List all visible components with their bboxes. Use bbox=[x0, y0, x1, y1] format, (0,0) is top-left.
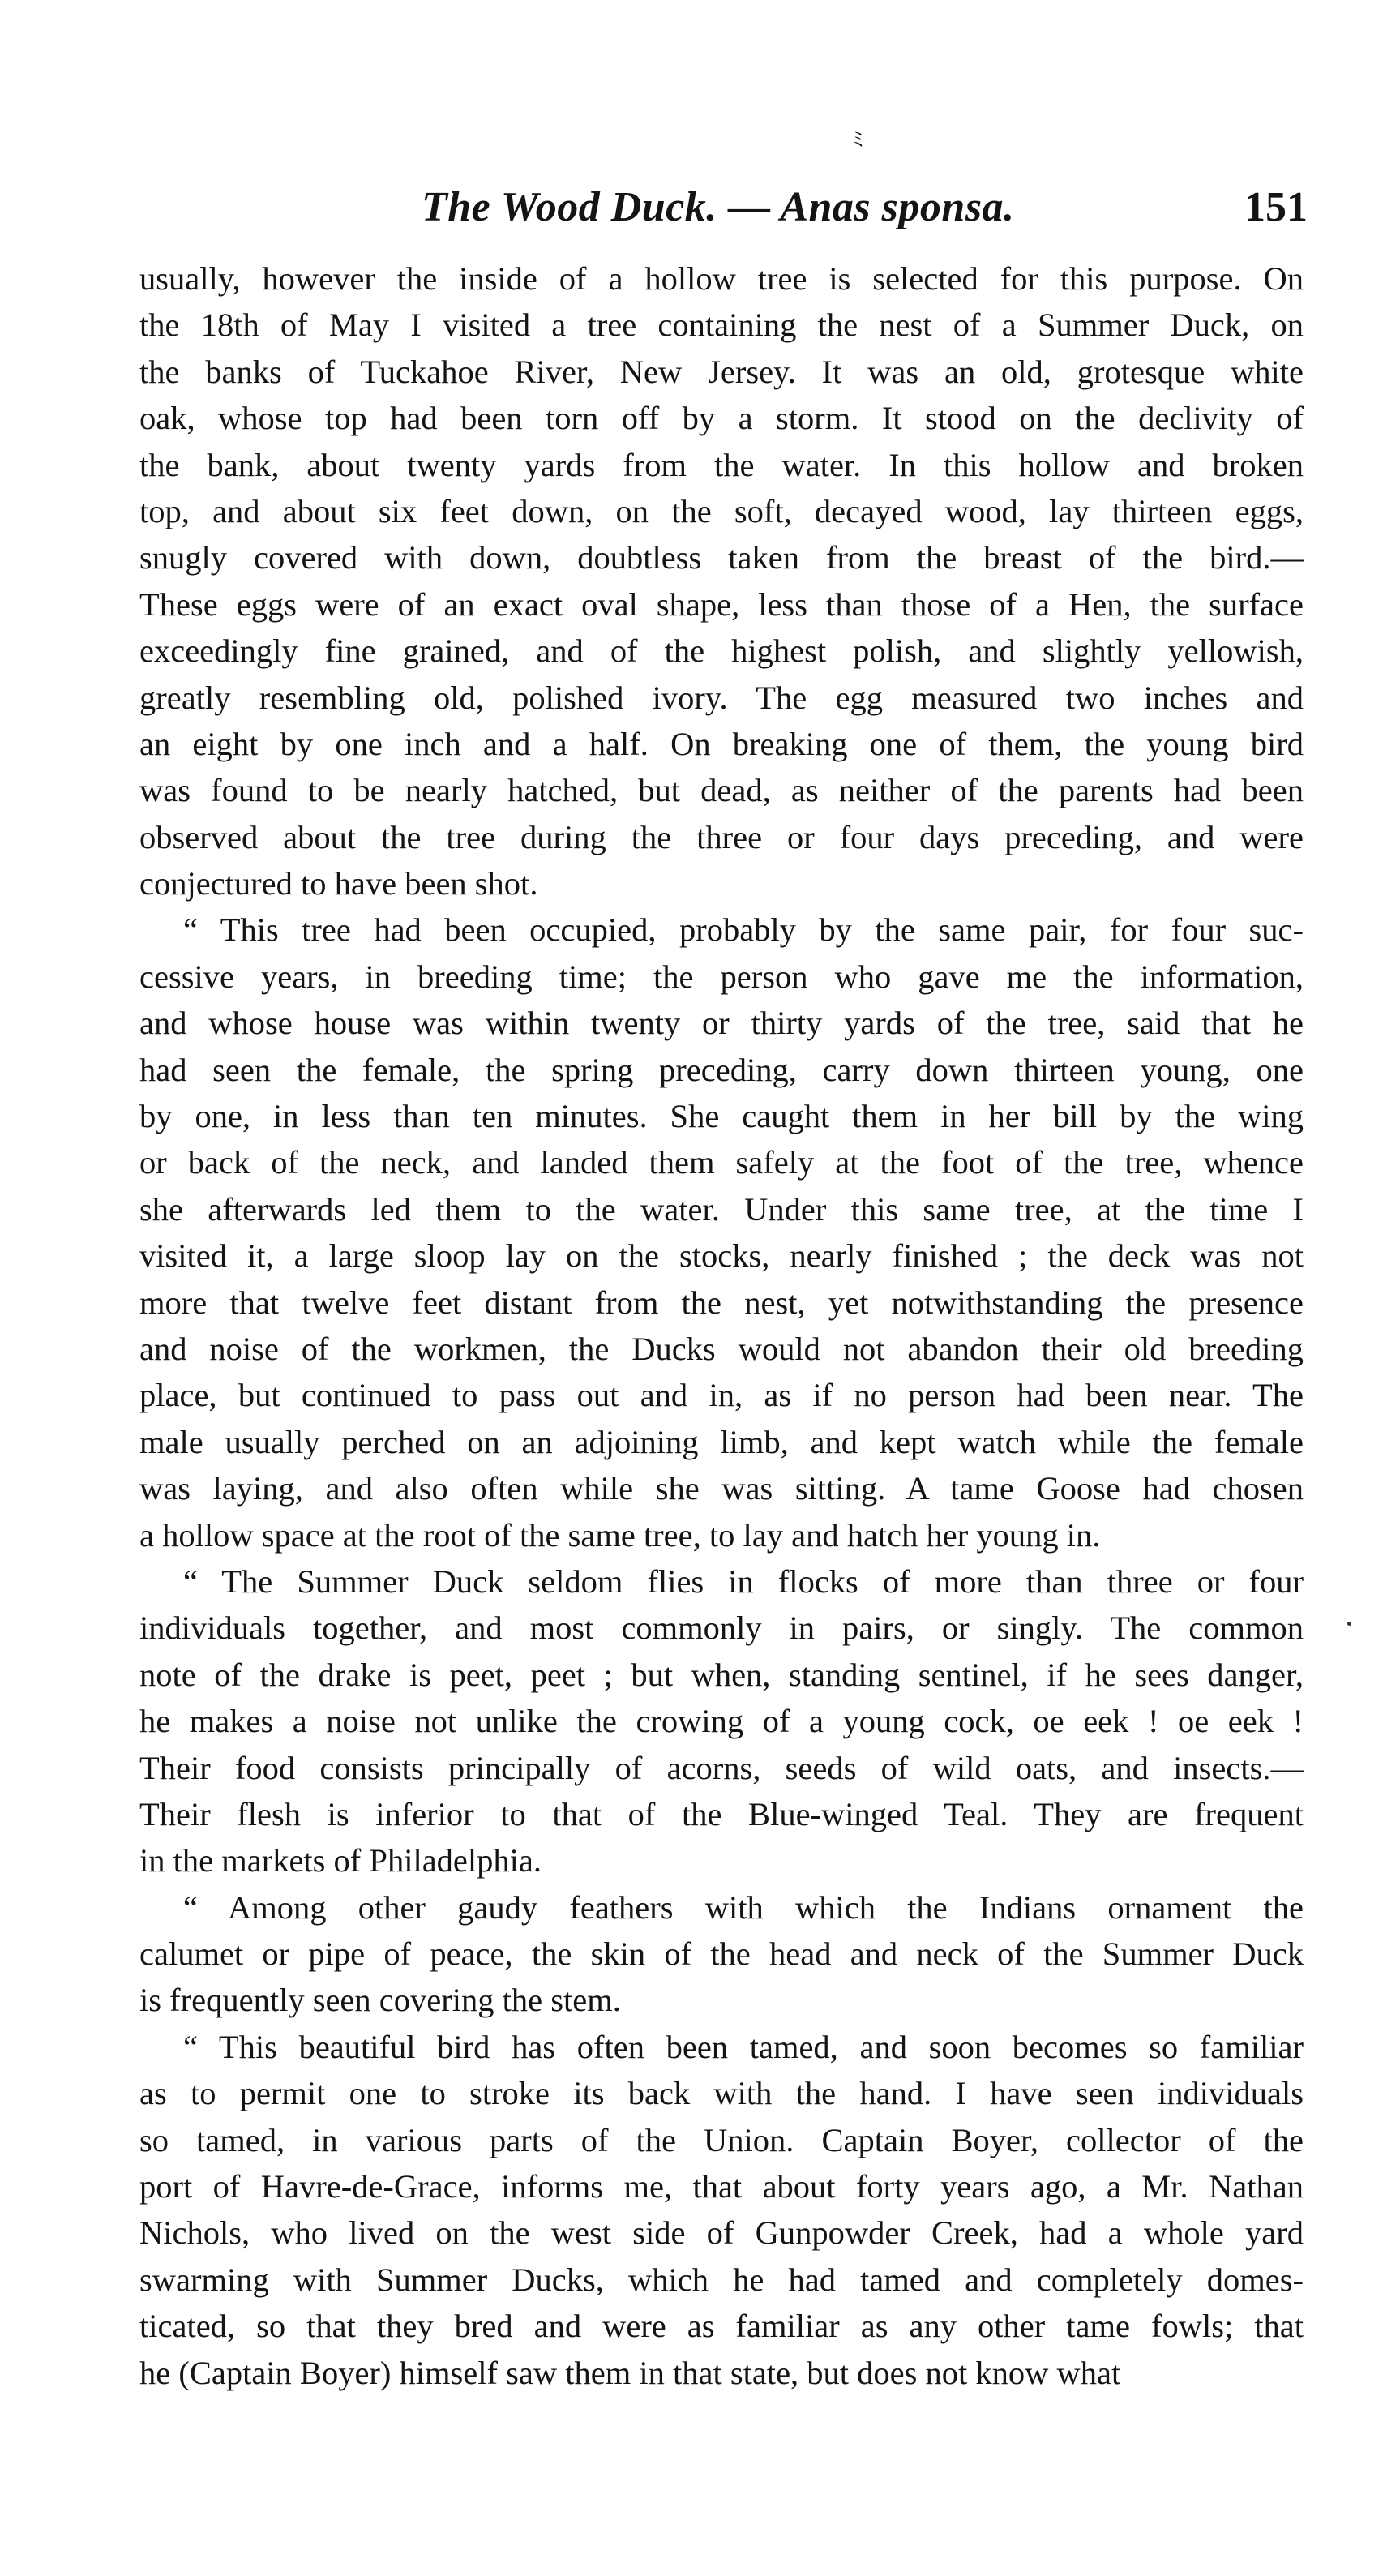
text-line: was found to be nearly hatched, but dead, as neither of the parents had been bbox=[139, 772, 1304, 809]
text-line: conjectured to have been shot. bbox=[139, 865, 538, 902]
text-line: exceedingly fine grained, and of the highest polish, and slightly yellowish, bbox=[139, 632, 1304, 670]
running-title: The Wood Duck. — Anas sponsa. bbox=[422, 184, 1015, 230]
text-line: is frequently seen covering the stem. bbox=[139, 1982, 621, 2019]
text-line: the 18th of May I visited a tree containing the nest of a Summer Duck, on bbox=[139, 306, 1304, 344]
ink-mark: ﾐ bbox=[853, 128, 864, 152]
text-line: or back of the neck, and landed them safely at the foot of the tree, whence bbox=[139, 1144, 1304, 1181]
text-line: he makes a noise not unlike the crowing of a young cock, oe eek ! oe eek ! bbox=[139, 1703, 1304, 1740]
text-line: Their flesh is inferior to that of the Blue-winged Teal. They are frequent bbox=[139, 1795, 1304, 1832]
text-line: note of the drake is peet, peet ; but when, standing sentinel, if he sees danger, bbox=[139, 1656, 1304, 1693]
text-line: and whose house was within twenty or thirty yards of the tree, said that he bbox=[139, 1005, 1304, 1042]
text-line: cessive years, in breeding time; the person who gave me the information, bbox=[139, 958, 1304, 995]
text-line: Their food consists principally of acorns, seeds of wild oats, and insects.— bbox=[139, 1749, 1304, 1786]
text-line: These eggs were of an exact oval shape, less than those of a Hen, the surface bbox=[139, 585, 1304, 623]
text-line: “ Among other gaudy feathers with which the Indians ornament the bbox=[183, 1888, 1304, 1926]
text-line: swarming with Summer Ducks, which he had tamed and completely domes- bbox=[139, 2261, 1304, 2298]
text-line: port of Havre-de-Grace, informs me, that about forty years ago, a Mr. Nathan bbox=[139, 2168, 1304, 2205]
text-line: was laying, and also often while she was sitting. A tame Goose had chosen bbox=[139, 1470, 1304, 1507]
text-line: the banks of Tuckahoe River, New Jersey. It was an old, grotesque white bbox=[139, 353, 1304, 390]
text-line: had seen the female, the spring preceding, carry down thirteen young, one bbox=[139, 1051, 1304, 1088]
text-line: observed about the tree during the three or four days preceding, and were bbox=[139, 818, 1304, 855]
text-line: ticated, so that they bred and were as familiar as any other tame fowls; that bbox=[139, 2308, 1304, 2345]
text-line: top, and about six feet down, on the soft, decayed wood, lay thirteen eggs, bbox=[139, 492, 1304, 529]
text-line: “ The Summer Duck seldom flies in flocks of more than three or four bbox=[183, 1562, 1304, 1600]
text-line: “ This tree had been occupied, probably by the same pair, for four suc- bbox=[183, 911, 1304, 949]
text-line: he (Captain Boyer) himself saw them in that state, but does not know what bbox=[139, 2354, 1121, 2391]
text-line: calumet or pipe of peace, the skin of the head and neck of the Summer Duck bbox=[139, 1935, 1304, 1973]
text-line: “ This beautiful bird has often been tamed, and soon becomes so familiar bbox=[183, 2028, 1304, 2065]
ink-speck bbox=[1347, 1622, 1351, 1626]
text-line: more that twelve feet distant from the nest, yet notwithstanding the presence bbox=[139, 1284, 1304, 1321]
text-line: snugly covered with down, doubtless taken from the breast of the bird.— bbox=[139, 539, 1304, 576]
text-line: in the markets of Philadelphia. bbox=[139, 1842, 542, 1879]
text-line: and noise of the workmen, the Ducks would not abandon their old breeding bbox=[139, 1330, 1304, 1367]
running-head bbox=[154, 183, 1308, 248]
text-line: Nichols, who lived on the west side of Gunpowder Creek, had a whole yard bbox=[139, 2214, 1304, 2252]
text-line: oak, whose top had been torn off by a storm. It stood on the declivity of bbox=[139, 400, 1304, 437]
text-line: an eight by one inch and a half. On breaking one of them, the young bird bbox=[139, 725, 1304, 762]
paragraph bbox=[139, 2024, 1304, 2396]
paragraph bbox=[139, 907, 1304, 1558]
text-line: male usually perched on an adjoining limb, and kept watch while the female bbox=[139, 1423, 1304, 1460]
text-line: place, but continued to pass out and in, as if no person had been near. The bbox=[139, 1377, 1304, 1414]
text-line: usually, however the inside of a hollow tree is selected for this purpose. On bbox=[139, 260, 1304, 297]
text-line: the bank, about twenty yards from the water. In this hollow and broken bbox=[139, 446, 1304, 483]
text-line: greatly resembling old, polished ivory. The egg measured two inches and bbox=[139, 679, 1304, 716]
text-line: she afterwards led them to the water. Under this same tree, at the time I bbox=[139, 1190, 1304, 1228]
paragraph bbox=[139, 1558, 1304, 1884]
text-line: individuals together, and most commonly in pairs, or singly. The common bbox=[139, 1609, 1304, 1647]
text-line: as to permit one to stroke its back with the hand. I have seen individuals bbox=[139, 2075, 1304, 2112]
page-number: 151 bbox=[1244, 184, 1308, 230]
paragraph bbox=[139, 1884, 1304, 2024]
text-line: visited it, a large sloop lay on the stocks, nearly finished ; the deck was not bbox=[139, 1237, 1304, 1275]
text-line: by one, in less than ten minutes. She caught them in her bill by the wing bbox=[139, 1098, 1304, 1135]
paragraph bbox=[139, 255, 1304, 907]
body-text bbox=[139, 255, 1304, 2396]
text-line: a hollow space at the root of the same tree, to lay and hatch her young in. bbox=[139, 1516, 1101, 1554]
text-line: so tamed, in various parts of the Union. Captain Boyer, collector of the bbox=[139, 2121, 1304, 2158]
